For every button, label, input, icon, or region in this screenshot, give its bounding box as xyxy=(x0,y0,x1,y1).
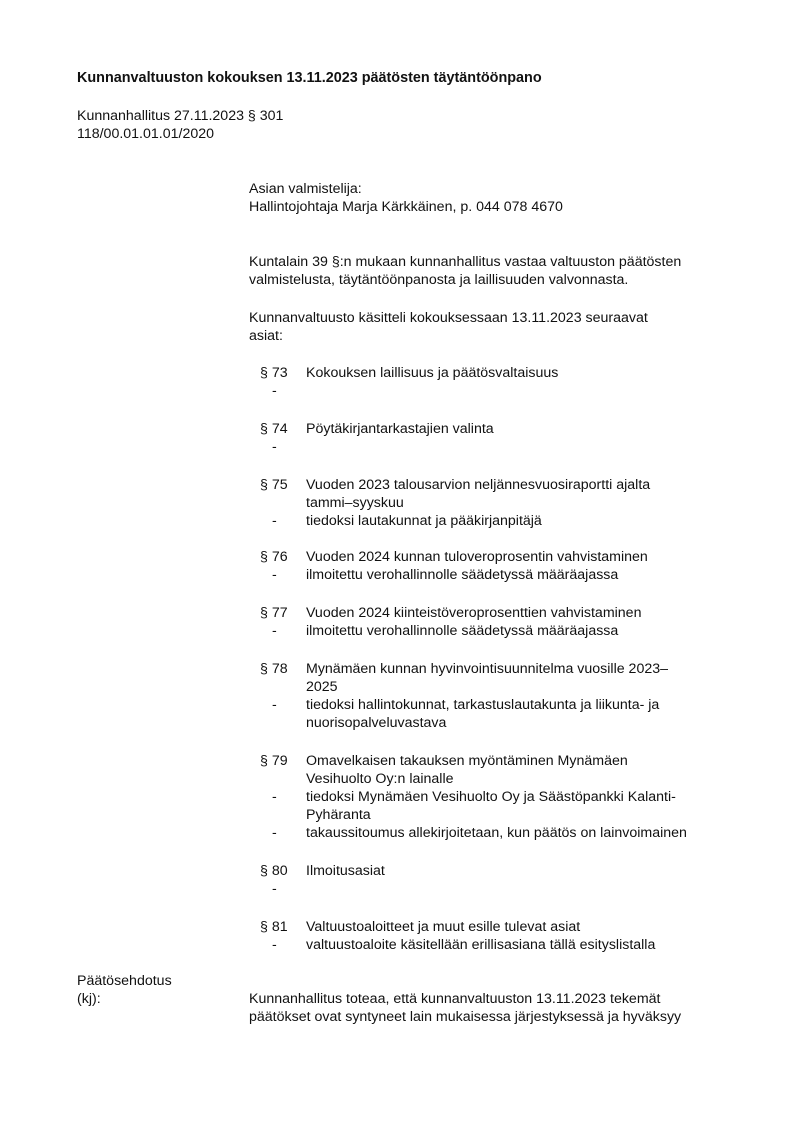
meta-diary-number: 118/00.01.01.01/2020 xyxy=(77,126,215,142)
council-line: asiat: xyxy=(249,328,283,344)
agenda-item-title-row xyxy=(249,660,749,678)
council-paragraph xyxy=(249,309,749,345)
agenda-item-title: Omavelkaisen takauksen myöntäminen Mynämäen xyxy=(306,753,628,769)
agenda-item-note-row xyxy=(249,788,749,806)
agenda-item-title: Mynämäen kunnan hyvinvointisuunnitelma vuosille 2023– xyxy=(306,661,669,677)
agenda-item-note-row xyxy=(249,824,749,842)
agenda-item-number: § 79 xyxy=(260,753,288,769)
meta-decision-ref: Kunnanhallitus 27.11.2023 § 301 xyxy=(77,108,284,124)
agenda-item-note-row xyxy=(249,382,749,400)
agenda-item-number: § 81 xyxy=(260,919,288,935)
note-dash: - xyxy=(272,937,277,953)
agenda-item-title-row xyxy=(249,604,749,622)
intro-paragraph xyxy=(249,253,749,289)
note-dash: - xyxy=(272,825,277,841)
agenda-item-note: ilmoitettu verohallinnolle säädetyssä määräajassa xyxy=(306,567,619,583)
note-dash: - xyxy=(272,881,277,897)
agenda-item-title: Vesihuolto Oy:n lainalle xyxy=(306,771,454,787)
agenda-item xyxy=(249,752,749,842)
agenda-item-title-row xyxy=(249,752,749,770)
intro-line: Kuntalain 39 §:n mukaan kunnanhallitus vastaa valtuuston päätösten xyxy=(249,254,682,270)
agenda-item-note: tiedoksi Mynämäen Vesihuolto Oy ja Säästöpankki Kalanti- xyxy=(306,789,676,805)
agenda-item-title: Ilmoitusasiat xyxy=(306,863,385,879)
note-dash: - xyxy=(272,513,277,529)
agenda-item-title: 2025 xyxy=(306,679,338,695)
agenda-item-number: § 75 xyxy=(260,477,288,493)
agenda-item-note: tiedoksi hallintokunnat, tarkastuslautakunta ja liikunta- ja xyxy=(306,697,660,713)
agenda-item-note-row xyxy=(249,566,749,584)
agenda-item-note: nuorisopalveluvastava xyxy=(306,715,447,731)
agenda-item-title-row xyxy=(249,420,749,438)
agenda-item-title-row xyxy=(249,862,749,880)
intro-line: valmistelusta, täytäntöönpanosta ja laillisuuden valvonnasta. xyxy=(249,272,629,288)
agenda-item-title-row xyxy=(249,918,749,936)
agenda-item-title: Pöytäkirjantarkastajien valinta xyxy=(306,421,494,437)
proposal-label-kj: (kj): xyxy=(77,991,101,1007)
agenda-item-title-row xyxy=(249,476,749,494)
agenda-item-number: § 77 xyxy=(260,605,288,621)
note-dash: - xyxy=(272,439,277,455)
note-dash: - xyxy=(272,697,277,713)
agenda-item-note: valtuustoaloite käsitellään erillisasiana tällä esityslistalla xyxy=(306,937,656,953)
note-dash: - xyxy=(272,567,277,583)
agenda-item-number: § 76 xyxy=(260,549,288,565)
agenda-item-number: § 73 xyxy=(260,365,288,381)
agenda-item-title-row xyxy=(249,678,749,696)
agenda-item xyxy=(249,476,749,530)
agenda-item-title-row xyxy=(249,494,749,512)
agenda-item-note: tiedoksi lautakunnat ja pääkirjanpitäjä xyxy=(306,513,542,529)
agenda-item-title-row xyxy=(249,364,749,382)
proposal-line: Kunnanhallitus toteaa, että kunnanvaltuuston 13.11.2023 tekemät xyxy=(249,991,661,1007)
proposal-text xyxy=(249,990,749,1026)
agenda-item-note-row xyxy=(249,714,749,732)
note-dash: - xyxy=(272,383,277,399)
agenda-item-note-row xyxy=(249,806,749,824)
agenda-item-note-row xyxy=(249,512,749,530)
proposal-line: päätökset ovat syntyneet lain mukaisessa järjestyksessä ja hyväksyy xyxy=(249,1009,682,1025)
agenda-item-note-row xyxy=(249,622,749,640)
agenda-item-note-row xyxy=(249,438,749,456)
agenda-item-title: Vuoden 2023 talousarvion neljännesvuosiraportti ajalta xyxy=(306,477,651,493)
agenda-item-title: Kokouksen laillisuus ja päätösvaltaisuus xyxy=(306,365,559,381)
agenda-item-title-row xyxy=(249,770,749,788)
agenda-item-title: Vuoden 2024 kunnan tuloveroprosentin vahvistaminen xyxy=(306,549,648,565)
agenda-item-note-row xyxy=(249,696,749,714)
agenda-item-number: § 80 xyxy=(260,863,288,879)
agenda-item-note: ilmoitettu verohallinnolle säädetyssä määräajassa xyxy=(306,623,619,639)
agenda-item-number: § 78 xyxy=(260,661,288,677)
agenda-item xyxy=(249,660,749,732)
agenda-item-number: § 74 xyxy=(260,421,288,437)
agenda-item-title: Valtuustoaloitteet ja muut esille tulevat asiat xyxy=(306,919,581,935)
agenda-item-title-row xyxy=(249,548,749,566)
agenda-item xyxy=(249,918,749,954)
agenda-item-title: tammi–syyskuu xyxy=(306,495,404,511)
agenda-item xyxy=(249,364,749,400)
agenda-item-note: takaussitoumus allekirjoitetaan, kun päätös on lainvoimainen xyxy=(306,825,687,841)
note-dash: - xyxy=(272,623,277,639)
document-title: Kunnanvaltuuston kokouksen 13.11.2023 päätösten täytäntöönpano xyxy=(77,70,542,86)
council-line: Kunnanvaltuusto käsitteli kokouksessaan 13.11.2023 seuraavat xyxy=(249,310,648,326)
agenda-item-note-row xyxy=(249,936,749,954)
preparer-block xyxy=(249,180,749,216)
agenda-item xyxy=(249,548,749,584)
agenda-item-title: Vuoden 2024 kiinteistöveroprosenttien vahvistaminen xyxy=(306,605,642,621)
agenda-item xyxy=(249,604,749,640)
note-dash: - xyxy=(272,789,277,805)
preparer-label: Asian valmistelija: xyxy=(249,181,362,197)
preparer-name: Hallintojohtaja Marja Kärkkäinen, p. 044 078 4670 xyxy=(249,199,563,215)
agenda-item xyxy=(249,862,749,898)
agenda-item xyxy=(249,420,749,456)
proposal-label: Päätösehdotus xyxy=(77,973,172,989)
agenda-item-note-row xyxy=(249,880,749,898)
agenda-item-note: Pyhäranta xyxy=(306,807,371,823)
